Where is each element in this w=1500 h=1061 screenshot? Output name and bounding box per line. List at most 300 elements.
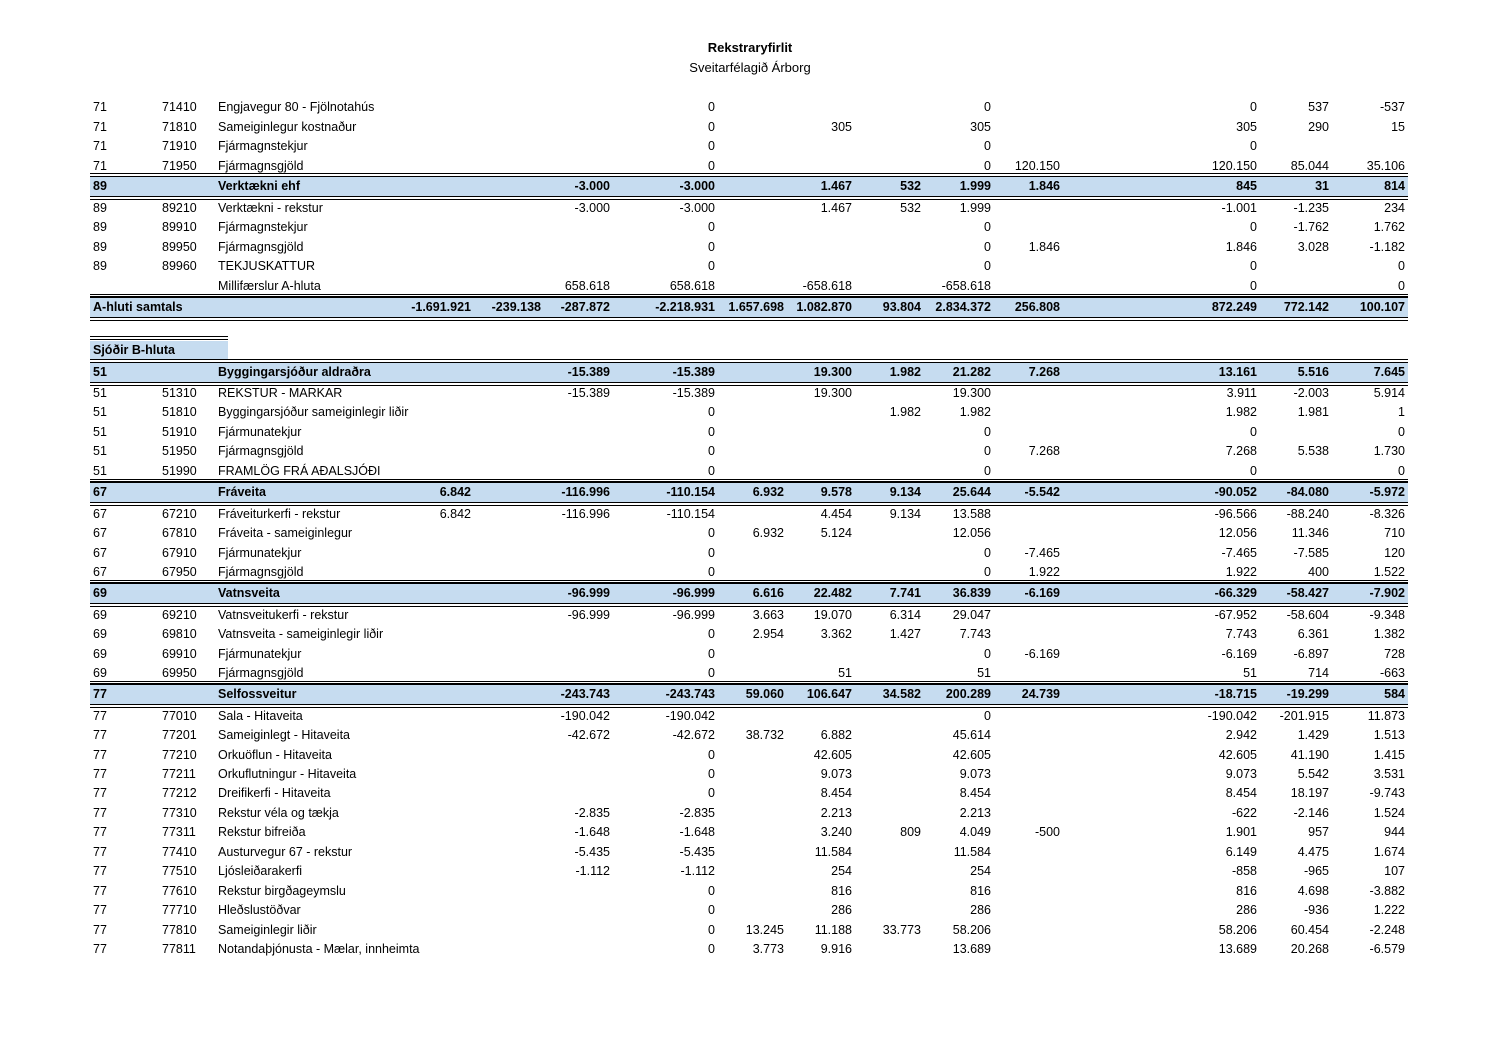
group-header-row [90, 483, 1408, 502]
table-row [90, 403, 1408, 422]
cell-value: 36.839 [952, 586, 991, 600]
cell-value: 0 [1398, 259, 1405, 273]
cell-value: -1.112 [680, 864, 715, 878]
cell-value: 0 [984, 159, 991, 173]
cell-value: -1.762 [1293, 220, 1329, 234]
cell-value: 1 [1398, 405, 1405, 419]
cell-value: 0 [1398, 464, 1405, 478]
cell-value: 532 [900, 179, 921, 193]
cell-value: 0 [1250, 425, 1257, 439]
group-header-row [90, 685, 1408, 704]
cell-value: 0 [708, 786, 715, 800]
cell-value: 1.846 [1028, 179, 1060, 193]
cell-value: 13.689 [1218, 942, 1257, 956]
cell-value: 3.531 [1373, 767, 1405, 781]
cell-value: 58.206 [1218, 923, 1257, 937]
table-row [90, 423, 1408, 442]
cell-value: 0 [984, 464, 991, 478]
cell-name: Verktækni - rekstur [218, 201, 323, 215]
cell-value: 35.106 [1366, 159, 1405, 173]
cell-value: -58.427 [1286, 586, 1329, 600]
cell-value: 12.056 [1218, 526, 1257, 540]
cell-value: 0 [984, 240, 991, 254]
cell-account: 67810 [162, 526, 197, 540]
cell-account: 77810 [162, 923, 197, 937]
cell-value: 19.300 [952, 386, 991, 400]
cell-value: 5.538 [1297, 444, 1329, 458]
cell-name: REKSTUR - MARKAR [218, 386, 343, 400]
cell-name: Notandaþjónusta - Mælar, innheimta [218, 942, 420, 956]
cell-value: -110.154 [666, 507, 715, 521]
cell-value: 42.605 [813, 748, 852, 762]
cell-value: -96.999 [567, 608, 610, 622]
cell-account: 51310 [162, 386, 197, 400]
cell-account: 77010 [162, 709, 197, 723]
cell-value: 13.689 [952, 942, 991, 956]
cell-name: Austurvegur 67 - rekstur [218, 845, 353, 859]
table-row [90, 606, 1408, 625]
cell-value: 1.429 [1297, 728, 1329, 742]
cell-value: 3.663 [752, 608, 784, 622]
cell-value: 2.834.372 [935, 300, 991, 314]
cell-value: -96.999 [567, 586, 610, 600]
cell-name: Sala - Hitaveita [218, 709, 303, 723]
cell-fund: 77 [93, 786, 107, 800]
cell-value: 816 [831, 884, 852, 898]
cell-value: 286 [1236, 903, 1257, 917]
table-row [90, 442, 1408, 461]
cell-name: Orkuflutningur - Hitaveita [218, 767, 357, 781]
cell-value: 1.981 [1297, 405, 1329, 419]
cell-value: 0 [984, 565, 991, 579]
cell-value: 772.142 [1283, 300, 1329, 314]
cell-name: Fjármagnsgjöld [218, 444, 304, 458]
cell-value: -19.299 [1286, 687, 1329, 701]
table-row [90, 804, 1408, 823]
cell-value: 1.999 [959, 179, 991, 193]
cell-value: -500 [1034, 825, 1060, 839]
cell-fund: 89 [93, 179, 107, 193]
cell-value: 9.134 [889, 485, 921, 499]
cell-value: 1.467 [820, 179, 852, 193]
cell-value: 7.268 [1028, 365, 1060, 379]
cell-value: 11.188 [814, 923, 852, 937]
cell-account: 77410 [162, 845, 197, 859]
cell-value: 5.516 [1297, 365, 1329, 379]
cell-name: Sameiginlegur kostnaður [218, 120, 357, 134]
cell-value: 0 [984, 444, 991, 458]
cell-value: -2.146 [1293, 806, 1329, 820]
cell-name: Vatnsveita - sameiginlegir liðir [218, 627, 384, 641]
cell-account: 67210 [162, 507, 197, 521]
cell-value: -1.235 [1293, 201, 1329, 215]
cell-fund: 77 [93, 845, 107, 859]
table-row [90, 137, 1408, 156]
cell-account: 51810 [162, 405, 197, 419]
cell-value: 42.605 [1218, 748, 1257, 762]
cell-value: 9.916 [820, 942, 852, 956]
cell-value: 256.808 [1014, 300, 1060, 314]
cell-value: -9.348 [1369, 608, 1405, 622]
total-row [90, 298, 1408, 317]
table-row [90, 901, 1408, 920]
cell-value: 24.739 [1021, 687, 1060, 701]
cell-value: 1.222 [1373, 903, 1405, 917]
table-row [90, 505, 1408, 524]
cell-value: -5.972 [1369, 485, 1405, 499]
cell-name: Verktækni ehf [218, 179, 300, 193]
cell-value: 100.107 [1359, 300, 1405, 314]
cell-fund: 51 [93, 386, 107, 400]
cell-value: 38.732 [745, 728, 784, 742]
cell-fund: 69 [93, 586, 107, 600]
cell-value: -2.248 [1369, 923, 1405, 937]
table-row [90, 544, 1408, 563]
cell-name: Fjármagnsgjöld [218, 565, 304, 579]
cell-value: 809 [900, 825, 921, 839]
cell-value: 0 [708, 647, 715, 661]
cell-value: 34.582 [882, 687, 921, 701]
cell-fund: 67 [93, 565, 107, 579]
cell-value: 305 [1236, 120, 1257, 134]
cell-value: 8.454 [820, 786, 852, 800]
cell-value: 0 [984, 139, 991, 153]
table-row [90, 645, 1408, 664]
cell-fund: 77 [93, 728, 107, 742]
cell-fund: 77 [93, 748, 107, 762]
cell-value: -3.000 [574, 201, 610, 215]
cell-value: -287.872 [560, 300, 610, 314]
cell-account: 77510 [162, 864, 197, 878]
cell-value: 0 [708, 627, 715, 641]
cell-value: 814 [1384, 179, 1405, 193]
cell-value: 0 [708, 240, 715, 254]
cell-value: -2.835 [574, 806, 610, 820]
cell-value: 0 [984, 647, 991, 661]
cell-value: -96.999 [672, 586, 715, 600]
cell-value: 0 [708, 942, 715, 956]
cell-value: 4.698 [1297, 884, 1329, 898]
cell-value: -116.996 [561, 485, 610, 499]
cell-value: 6.149 [1225, 845, 1257, 859]
cell-name: Fjármunatekjur [218, 647, 302, 661]
cell-value: 0 [708, 546, 715, 560]
cell-value: 0 [708, 139, 715, 153]
table-row [90, 843, 1408, 862]
cell-value: -658.618 [941, 279, 991, 293]
cell-value: 1.082.870 [796, 300, 852, 314]
cell-name: Fráveiturkerfi - rekstur [218, 507, 341, 521]
cell-value: -66.329 [1214, 586, 1257, 600]
cell-account: 69910 [162, 647, 197, 661]
cell-value: 2.213 [959, 806, 991, 820]
table-row [90, 384, 1408, 403]
cell-value: -96.999 [672, 608, 715, 622]
cell-value: 45.614 [952, 728, 991, 742]
cell-value: 6.842 [439, 507, 471, 521]
report-title: Rekstraryfirlit [707, 40, 793, 55]
cell-account: 89210 [162, 201, 197, 215]
cell-account: 51990 [162, 464, 197, 478]
table-row [90, 746, 1408, 765]
cell-name: Fjármagnsgjöld [218, 159, 304, 173]
cell-value: 6.314 [889, 608, 921, 622]
cell-value: 7.268 [1225, 444, 1257, 458]
cell-value: 286 [831, 903, 852, 917]
cell-name: Fráveita - sameiginlegur [218, 526, 353, 540]
cell-value: 0 [708, 666, 715, 680]
cell-value: -110.154 [666, 485, 715, 499]
cell-fund: 51 [93, 444, 107, 458]
cell-value: 0 [984, 220, 991, 234]
cell-value: 7.741 [889, 586, 921, 600]
cell-value: 0 [984, 259, 991, 273]
cell-value: -42.672 [672, 728, 715, 742]
cell-account: 67950 [162, 565, 197, 579]
cell-fund: 71 [93, 100, 107, 114]
cell-value: 6.616 [752, 586, 784, 600]
cell-account: 89960 [162, 259, 197, 273]
cell-fund: 77 [93, 884, 107, 898]
cell-value: 18.197 [1290, 786, 1329, 800]
cell-value: 0 [1250, 139, 1257, 153]
cell-value: -2.835 [679, 806, 715, 820]
cell-value: 6.932 [752, 485, 784, 499]
cell-account: 77211 [162, 767, 196, 781]
cell-value: 33.773 [882, 923, 921, 937]
cell-value: 20.268 [1290, 942, 1329, 956]
cell-value: 3.362 [820, 627, 852, 641]
cell-value: 1.415 [1373, 748, 1405, 762]
cell-value: 1.922 [1028, 565, 1060, 579]
table-row [90, 882, 1408, 901]
cell-account: 77311 [162, 825, 196, 839]
cell-value: 0 [984, 100, 991, 114]
cell-fund: 69 [93, 666, 107, 680]
cell-value: -8.326 [1369, 507, 1405, 521]
group-header-row [90, 584, 1408, 603]
cell-value: 7.743 [959, 627, 991, 641]
cell-value: 59.060 [745, 687, 784, 701]
cell-value: 15 [1391, 120, 1405, 134]
cell-value: 8.454 [959, 786, 991, 800]
cell-value: 31 [1315, 179, 1329, 193]
cell-value: -7.585 [1293, 546, 1329, 560]
cell-value: 106.647 [806, 687, 852, 701]
cell-value: 1.522 [1373, 565, 1405, 579]
cell-value: -6.579 [1369, 942, 1405, 956]
cell-value: -190.042 [1207, 709, 1257, 723]
cell-value: 0 [1250, 464, 1257, 478]
cell-fund: 67 [93, 546, 107, 560]
cell-value: -1.112 [575, 864, 610, 878]
table-row [90, 118, 1408, 137]
cell-value: 19.300 [813, 386, 852, 400]
cell-name: Sameiginlegir liðir [218, 923, 317, 937]
cell-name: Byggingarsjóður sameiginlegir liðir [218, 405, 409, 419]
cell-value: -42.672 [567, 728, 610, 742]
cell-name: Fjármagnsgjöld [218, 240, 304, 254]
cell-value: 1.382 [1373, 627, 1405, 641]
cell-value: 1.846 [1028, 240, 1060, 254]
cell-value: 13.588 [952, 507, 991, 521]
cell-value: 3.911 [1226, 386, 1257, 400]
cell-name: Fjármagnstekjur [218, 220, 308, 234]
cell-value: 19.300 [813, 365, 852, 379]
cell-value: -622 [1231, 806, 1257, 820]
cell-value: 0 [1398, 279, 1405, 293]
cell-value: 658.618 [669, 279, 715, 293]
cell-value: 0 [708, 159, 715, 173]
cell-value: 0 [708, 259, 715, 273]
cell-value: -1.691.921 [411, 300, 471, 314]
cell-value: 0 [708, 767, 715, 781]
cell-value: -2.218.931 [655, 300, 715, 314]
cell-value: -1.648 [574, 825, 610, 839]
cell-value: -15.389 [567, 365, 610, 379]
table-row [90, 823, 1408, 842]
cell-account: 77310 [162, 806, 197, 820]
cell-value: 120.150 [1014, 159, 1060, 173]
table-row [90, 784, 1408, 803]
cell-value: 5.914 [1373, 386, 1405, 400]
cell-value: 0 [708, 923, 715, 937]
cell-fund: 77 [93, 806, 107, 820]
cell-name: Rekstur véla og tækja [218, 806, 339, 820]
cell-fund: 69 [93, 647, 107, 661]
cell-account: 77610 [162, 884, 197, 898]
cell-value: -96.566 [1214, 507, 1257, 521]
cell-value: 0 [708, 903, 715, 917]
cell-value: -5.435 [574, 845, 610, 859]
cell-fund: 77 [93, 767, 107, 781]
cell-fund: 77 [93, 903, 107, 917]
cell-value: 400 [1308, 565, 1329, 579]
cell-value: 107 [1384, 864, 1405, 878]
cell-value: 120.150 [1211, 159, 1257, 173]
cell-value: -116.996 [561, 507, 610, 521]
cell-fund: 77 [93, 687, 107, 701]
cell-name: Orkuöflun - Hitaveita [218, 748, 332, 762]
cell-value: -5.542 [1024, 485, 1060, 499]
table-row [90, 238, 1408, 257]
cell-value: 4.475 [1297, 845, 1329, 859]
cell-value: -537 [1379, 100, 1405, 114]
cell-fund: 71 [93, 159, 107, 173]
cell-fund: 51 [93, 405, 107, 419]
cell-value: -2.003 [1293, 386, 1329, 400]
cell-value: 234 [1384, 201, 1405, 215]
cell-value: 8.454 [1225, 786, 1257, 800]
cell-value: 2.213 [820, 806, 852, 820]
cell-value: 2.942 [1225, 728, 1257, 742]
cell-value: 0 [708, 220, 715, 234]
cell-value: 728 [1384, 647, 1405, 661]
cell-value: 200.289 [945, 687, 991, 701]
cell-value: -90.052 [1214, 485, 1257, 499]
cell-value: 1.427 [889, 627, 921, 641]
cell-value: -1.001 [1221, 201, 1257, 215]
cell-value: 6.932 [752, 526, 784, 540]
table-row [90, 726, 1408, 745]
cell-value: 9.578 [820, 485, 852, 499]
cell-fund: 77 [93, 864, 107, 878]
cell-value: -7.902 [1369, 586, 1405, 600]
cell-value: 4.049 [959, 825, 991, 839]
cell-value: 816 [970, 884, 991, 898]
cell-name: Rekstur bifreiða [218, 825, 306, 839]
cell-fund: 89 [93, 259, 107, 273]
cell-value: 0 [1250, 100, 1257, 114]
cell-value: 51 [977, 666, 991, 680]
cell-fund: 67 [93, 507, 107, 521]
cell-name: Vatnsveitukerfi - rekstur [218, 608, 349, 622]
cell-name: Fjármagnstekjur [218, 139, 308, 153]
cell-value: 1.982 [959, 405, 991, 419]
cell-name: Selfossveitur [218, 687, 297, 701]
cell-fund: 69 [93, 608, 107, 622]
cell-value: 51 [838, 666, 852, 680]
cell-value: -858 [1231, 864, 1257, 878]
cell-value: -243.743 [560, 687, 610, 701]
cell-value: 1.674 [1373, 845, 1405, 859]
cell-fund: 89 [93, 201, 107, 215]
cell-value: 1.730 [1373, 444, 1405, 458]
cell-value: 85.044 [1290, 159, 1329, 173]
cell-value: -658.618 [802, 279, 852, 293]
cell-fund: 51 [93, 365, 107, 379]
cell-value: 13.161 [1218, 365, 1257, 379]
cell-value: 305 [970, 120, 991, 134]
cell-value: -243.743 [665, 687, 715, 701]
cell-fund: 77 [93, 942, 107, 956]
cell-value: 6.882 [820, 728, 852, 742]
cell-value: -7.465 [1221, 546, 1257, 560]
cell-fund: 51 [93, 464, 107, 478]
cell-value: 537 [1308, 100, 1329, 114]
cell-value: 1.513 [1373, 728, 1405, 742]
cell-fund: 77 [93, 825, 107, 839]
cell-account: 69810 [162, 627, 197, 641]
cell-account: 51910 [162, 425, 197, 439]
cell-value: 872.249 [1211, 300, 1257, 314]
cell-value: -936 [1303, 903, 1329, 917]
cell-value: -6.169 [1221, 647, 1257, 661]
cell-value: -6.169 [1024, 586, 1060, 600]
cell-value: 6.361 [1297, 627, 1329, 641]
cell-name: Hleðslustöðvar [218, 903, 301, 917]
cell-account: 67910 [162, 546, 197, 560]
cell-value: -3.882 [1369, 884, 1405, 898]
cell-name: Byggingarsjóður aldraðra [218, 365, 371, 379]
cell-value: 0 [1250, 220, 1257, 234]
cell-value: -239.138 [491, 300, 541, 314]
cell-value: 93.804 [882, 300, 921, 314]
cell-value: 58.206 [952, 923, 991, 937]
cell-value: 0 [1398, 425, 1405, 439]
section-b-label: Sjóðir B-hluta [90, 341, 228, 360]
cell-value: 0 [984, 546, 991, 560]
cell-value: -84.080 [1286, 485, 1329, 499]
cell-value: 0 [708, 100, 715, 114]
table-row [90, 765, 1408, 784]
cell-value: 0 [708, 425, 715, 439]
cell-name: Fjármunatekjur [218, 546, 302, 560]
cell-value: -201.915 [1279, 709, 1329, 723]
cell-value: 0 [708, 405, 715, 419]
cell-value: 5.124 [820, 526, 852, 540]
cell-name: Engjavegur 80 - Fjölnotahús [218, 100, 375, 114]
